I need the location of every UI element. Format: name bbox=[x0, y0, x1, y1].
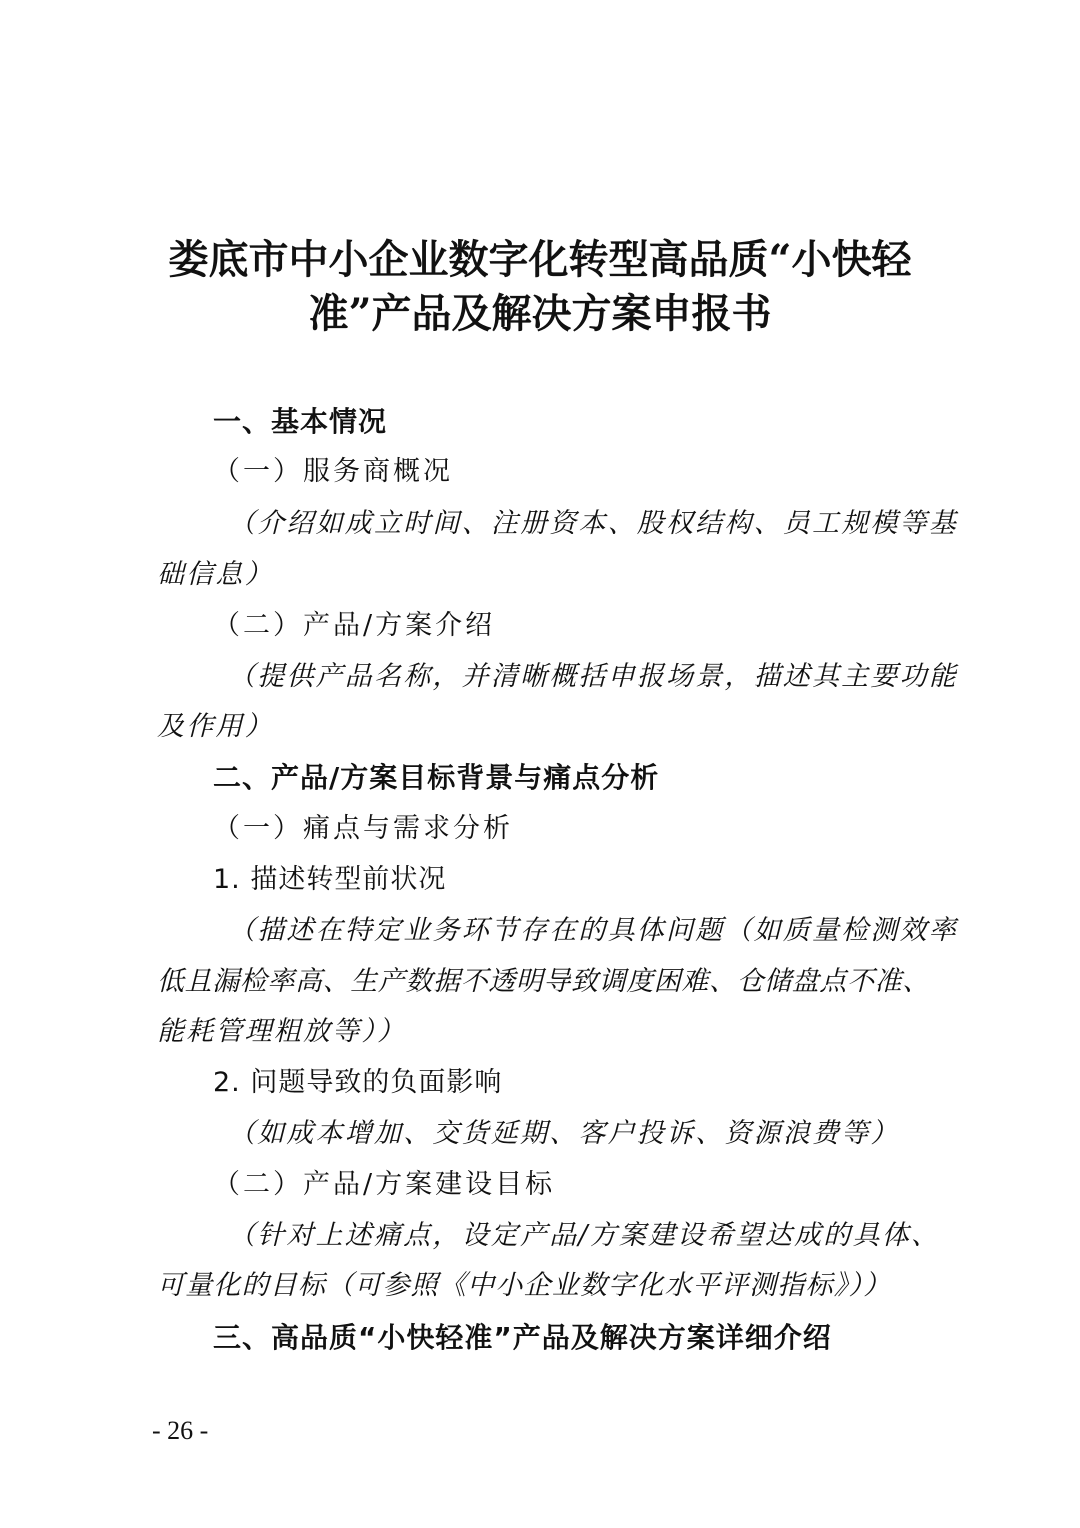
section-3-heading: 三、高品质“小快轻准”产品及解决方案详细介绍 bbox=[213, 1321, 832, 1354]
section-1-2-heading: （二）产品/方案介绍 bbox=[213, 610, 496, 641]
section-2-2-note-line-1: （针对上述痛点，设定产品/方案建设希望达成的具体、 bbox=[228, 1220, 941, 1251]
section-2-1-2-heading: 2. 问题导致的负面影响 bbox=[213, 1067, 503, 1098]
section-2-2-heading: （二）产品/方案建设目标 bbox=[213, 1169, 556, 1200]
section-2-1-heading: （一）痛点与需求分析 bbox=[213, 813, 513, 844]
section-2-heading: 二、产品/方案目标背景与痛点分析 bbox=[213, 761, 660, 794]
section-1-2-note-line-2: 及作用） bbox=[157, 711, 274, 742]
section-2-1-1-note-line-2: 低且漏检率高、生产数据不透明导致调度困难、仓储盘点不准、 bbox=[157, 966, 930, 997]
document-title-line-1: 娄底市中小企业数字化转型高品质“小快轻 bbox=[168, 236, 912, 283]
section-2-1-1-heading: 1. 描述转型前状况 bbox=[213, 864, 447, 895]
section-2-1-2-note: （如成本增加、交货延期、客户投诉、资源浪费等） bbox=[228, 1118, 900, 1149]
document-title-line-2: 准”产品及解决方案申报书 bbox=[308, 290, 772, 337]
section-2-1-1-note-line-1: （描述在特定业务环节存在的具体问题（如质量检测效率 bbox=[228, 915, 958, 946]
section-1-1-note-line-2: 础信息） bbox=[157, 559, 274, 590]
section-1-1-heading: （一）服务商概况 bbox=[213, 456, 453, 487]
section-2-2-note-line-2: 可量化的目标（可参照《中小企业数字化水平评测指标》）） bbox=[157, 1270, 892, 1301]
page-number: - 26 - bbox=[152, 1416, 209, 1445]
section-2-1-1-note-line-3: 能耗管理粗放等）） bbox=[157, 1016, 407, 1047]
section-1-2-note-line-1: （提供产品名称，并清晰概括申报场景，描述其主要功能 bbox=[228, 661, 958, 692]
section-1-heading: 一、基本情况 bbox=[213, 405, 388, 438]
section-1-1-note-line-1: （介绍如成立时间、注册资本、股权结构、员工规模等基 bbox=[228, 508, 958, 539]
